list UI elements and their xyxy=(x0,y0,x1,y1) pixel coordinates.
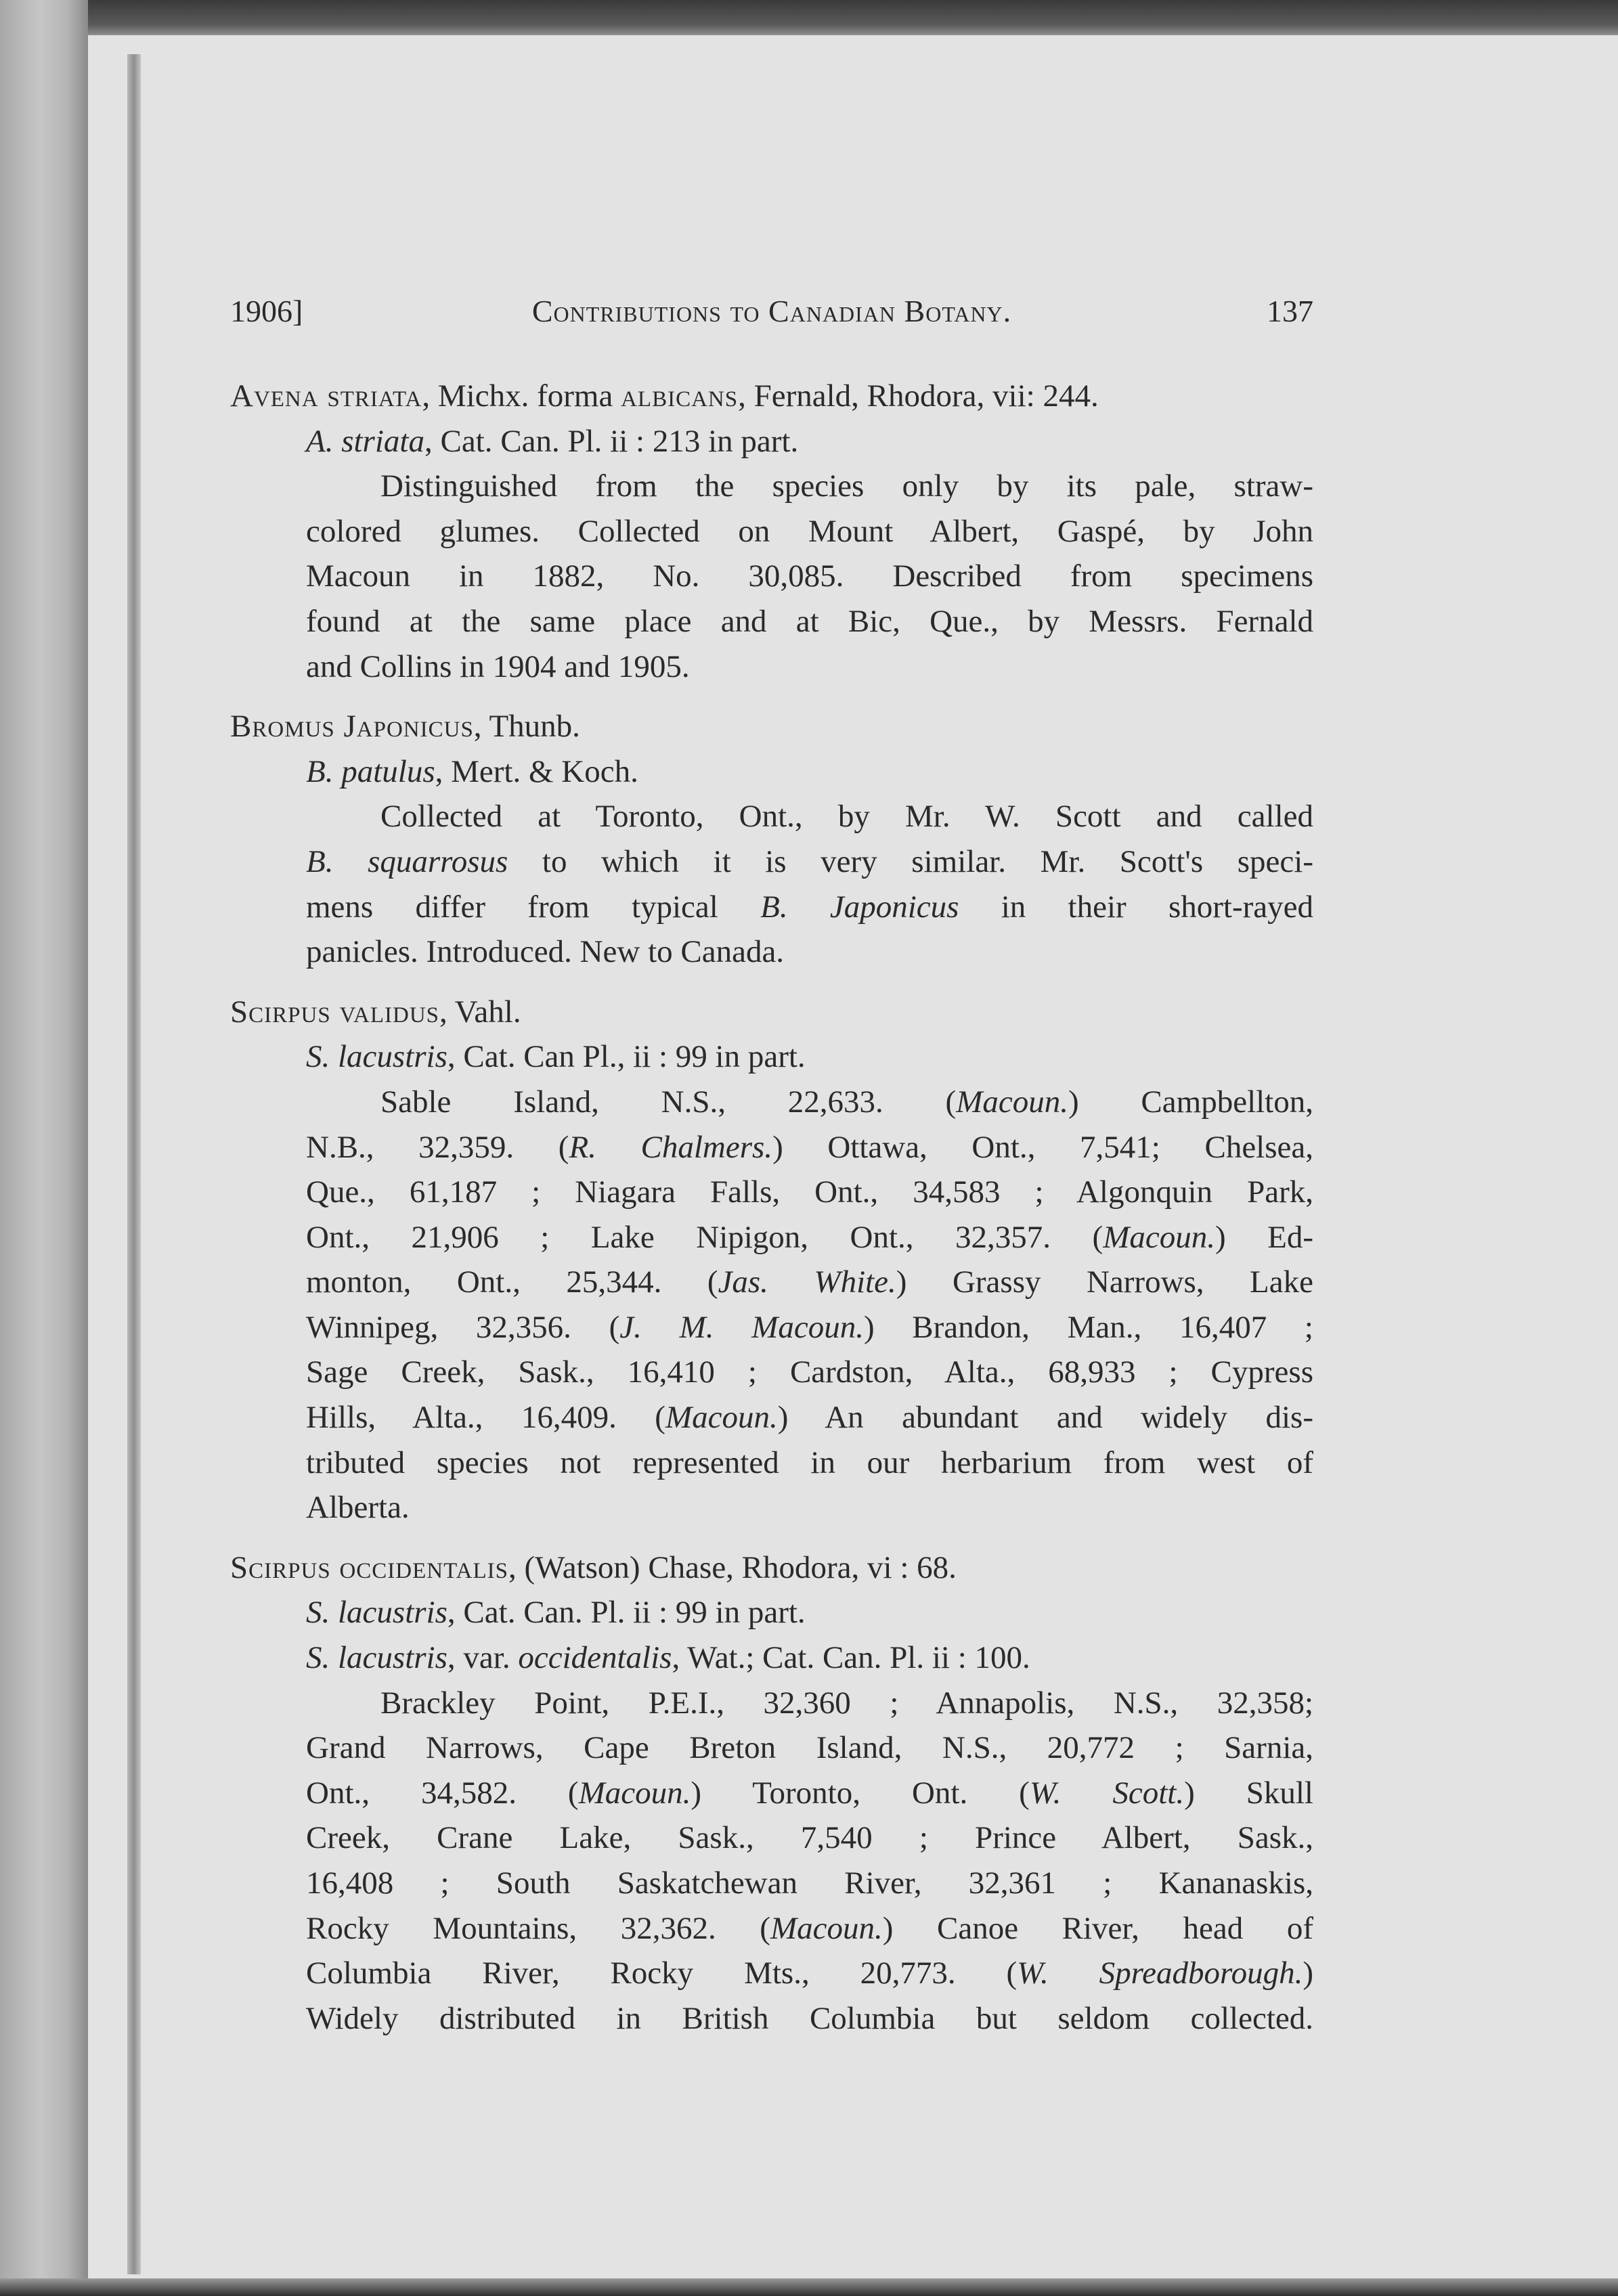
body-line: Winnipeg, 32,356. (J. M. Macoun.) Brandon, Man., 16,407 ; xyxy=(306,1309,1313,1345)
body-line: Que., 61,187 ; Niagara Falls, Ont., 34,583 ; Algonquin Park, xyxy=(306,1174,1313,1210)
body-line: and Collins in 1904 and 1905. xyxy=(306,648,690,684)
synonym-line: S. lacustris, var. occidentalis, Wat.; Cat. Can. Pl. ii : 100. xyxy=(306,1640,1030,1676)
scan-top-edge xyxy=(0,0,1618,35)
entry-heading-bromus: Bromus Japonicus, Thunb. xyxy=(230,709,580,745)
body-line: Collected at Toronto, Ont., by Mr. W. Scott and called xyxy=(380,799,1313,835)
body-line: Sage Creek, Sask., 16,410 ; Cardston, Alta., 68,933 ; Cypress xyxy=(306,1354,1313,1390)
entry-heading-scirpus-validus: Scirpus validus, Vahl. xyxy=(230,994,521,1030)
body-line: Rocky Mountains, 32,362. (Macoun.) Canoe River, head of xyxy=(306,1910,1314,1946)
body-line: 16,408 ; South Saskatchewan River, 32,361 ; Kananaskis, xyxy=(306,1866,1313,1901)
page-number: 137 xyxy=(1267,294,1313,328)
body-line: tributed species not represented in our herbarium from west of xyxy=(306,1444,1313,1480)
body-line: Alberta. xyxy=(306,1490,410,1526)
body-line: colored glumes. Collected on Mount Albert, Gaspé, by John xyxy=(306,513,1313,549)
body-line: found at the same place and at Bic, Que., by Messrs. Fernald xyxy=(306,603,1313,639)
synonym-line: B. patulus, Mert. & Koch. xyxy=(306,753,638,789)
body-line: panicles. Introduced. New to Canada. xyxy=(306,934,785,970)
body-line: Widely distributed in British Columbia but seldom collected. xyxy=(306,2000,1313,2036)
body-line: Macoun in 1882, No. 30,085. Described from specimens xyxy=(306,558,1313,594)
body-line: mens differ from typical B. Japonicus in their short-rayed xyxy=(306,889,1313,925)
synonym-line: S. lacustris, Cat. Can. Pl. ii : 99 in part. xyxy=(306,1595,806,1631)
scan-bottom-edge xyxy=(0,2278,1618,2296)
body-line: Hills, Alta., 16,409. (Macoun.) An abundant and widely dis- xyxy=(306,1400,1314,1436)
body-line: Columbia River, Rocky Mts., 20,773. (W. Spreadborough.) xyxy=(306,1956,1313,1991)
body-line: N.B., 32,359. (R. Chalmers.) Ottawa, Ont., 7,541; Chelsea, xyxy=(306,1129,1313,1165)
entry-heading-avena: Avena striata, Michx. forma albicans, Fernald, Rhodora, vii: 244. xyxy=(230,378,1099,414)
body-line: Brackley Point, P.E.I., 32,360 ; Annapolis, N.S., 32,358; xyxy=(380,1685,1313,1721)
page-body xyxy=(230,374,1313,2041)
running-head-year: 1906] xyxy=(230,294,303,328)
entry-heading-scirpus-occidentalis: Scirpus occidentalis, (Watson) Chase, Rhodora, vi : 68. xyxy=(230,1549,957,1585)
body-line: monton, Ont., 25,344. (Jas. White.) Grassy Narrows, Lake xyxy=(306,1264,1313,1300)
synonym-line: S. lacustris, Cat. Can Pl., ii : 99 in part. xyxy=(306,1039,806,1075)
body-line: Sable Island, N.S., 22,633. (Macoun.) Campbellton, xyxy=(380,1084,1313,1120)
body-line: Ont., 34,582. (Macoun.) Toronto, Ont. (W. Scott.) Skull xyxy=(306,1775,1313,1811)
gutter-shadow xyxy=(127,54,141,2274)
running-head-title: Contributions to Canadian Botany. xyxy=(531,294,1012,328)
body-line: Distinguished from the species only by its pale, straw- xyxy=(380,468,1313,504)
synonym-line: A. striata, Cat. Can. Pl. ii : 213 in part. xyxy=(306,423,799,459)
running-head xyxy=(230,291,1313,332)
body-line: Creek, Crane Lake, Sask., 7,540 ; Prince Albert, Sask., xyxy=(306,1820,1313,1856)
body-line: Ont., 21,906 ; Lake Nipigon, Ont., 32,357. (Macoun.) Ed- xyxy=(306,1219,1313,1255)
book-gutter xyxy=(0,0,88,2278)
body-line: Grand Narrows, Cape Breton Island, N.S., 20,772 ; Sarnia, xyxy=(306,1730,1313,1766)
body-line: B. squarrosus to which it is very similar. Mr. Scott's speci- xyxy=(306,843,1313,879)
